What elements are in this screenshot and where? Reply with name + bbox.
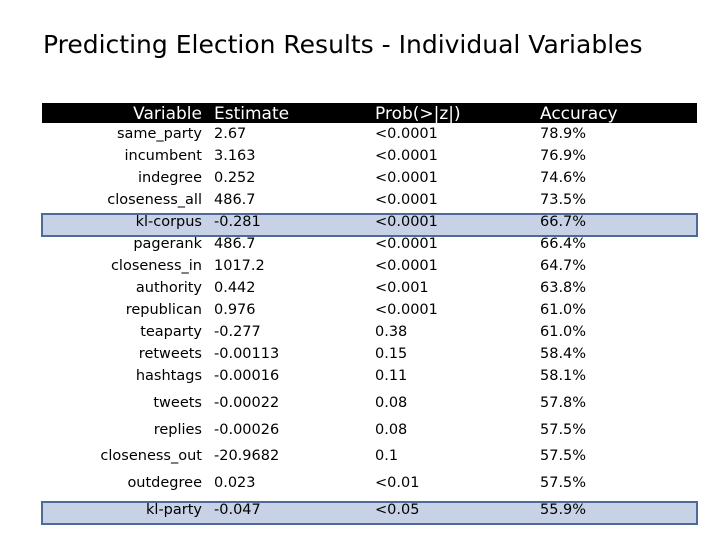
cell-prob: <0.0001 <box>375 302 438 318</box>
table-row <box>42 395 697 417</box>
cell-accuracy: 76.9% <box>540 148 587 164</box>
cell-estimate: 2.67 <box>214 126 247 142</box>
table-row <box>42 346 697 368</box>
cell-variable: closeness_all <box>107 192 202 208</box>
table-row <box>42 126 697 148</box>
cell-estimate: -0.00026 <box>214 422 280 438</box>
cell-variable: pagerank <box>133 236 202 252</box>
cell-accuracy: 74.6% <box>540 170 587 186</box>
cell-accuracy: 66.7% <box>540 214 587 230</box>
cell-estimate: 486.7 <box>214 192 256 208</box>
header-estimate: Estimate <box>214 104 290 124</box>
table-row <box>42 258 697 280</box>
cell-prob: 0.1 <box>375 448 399 464</box>
cell-prob: <0.01 <box>375 475 420 491</box>
header-prob: Prob(>|z|) <box>375 104 461 124</box>
cell-estimate: -0.00022 <box>214 395 280 411</box>
cell-estimate: 0.976 <box>214 302 256 318</box>
table-row <box>42 422 697 444</box>
cell-prob: <0.0001 <box>375 148 438 164</box>
table-header <box>42 103 697 123</box>
cell-prob: <0.0001 <box>375 170 438 186</box>
table-row <box>42 368 697 390</box>
cell-prob: 0.08 <box>375 422 408 438</box>
cell-accuracy: 58.4% <box>540 346 587 362</box>
cell-prob: 0.08 <box>375 395 408 411</box>
cell-estimate: 0.442 <box>214 280 256 296</box>
cell-estimate: 1017.2 <box>214 258 265 274</box>
header-accuracy: Accuracy <box>540 104 618 124</box>
table-row <box>42 214 697 236</box>
cell-accuracy: 78.9% <box>540 126 587 142</box>
cell-prob: <0.0001 <box>375 192 438 208</box>
cell-accuracy: 61.0% <box>540 324 587 340</box>
cell-estimate: 3.163 <box>214 148 256 164</box>
cell-variable: kl-corpus <box>135 214 202 230</box>
cell-estimate: -20.9682 <box>214 448 280 464</box>
cell-variable: authority <box>135 280 202 296</box>
cell-accuracy: 63.8% <box>540 280 587 296</box>
cell-estimate: 0.252 <box>214 170 256 186</box>
cell-estimate: -0.047 <box>214 502 261 518</box>
cell-variable: closeness_out <box>100 448 202 464</box>
table-row <box>42 502 697 524</box>
cell-variable: replies <box>153 422 202 438</box>
cell-prob: 0.38 <box>375 324 408 340</box>
cell-accuracy: 57.5% <box>540 475 587 491</box>
table-row <box>42 324 697 346</box>
cell-variable: republican <box>125 302 202 318</box>
cell-prob: <0.0001 <box>375 126 438 142</box>
table-row <box>42 148 697 170</box>
table-row <box>42 236 697 258</box>
cell-variable: retweets <box>138 346 202 362</box>
cell-accuracy: 66.4% <box>540 236 587 252</box>
cell-prob: <0.0001 <box>375 258 438 274</box>
cell-accuracy: 57.5% <box>540 448 587 464</box>
cell-estimate: -0.277 <box>214 324 261 340</box>
cell-variable: closeness_in <box>110 258 202 274</box>
cell-estimate: 486.7 <box>214 236 256 252</box>
cell-accuracy: 58.1% <box>540 368 587 384</box>
cell-accuracy: 64.7% <box>540 258 587 274</box>
slide-title: Predicting Election Results - Individual Variables <box>43 30 643 59</box>
cell-accuracy: 61.0% <box>540 302 587 318</box>
cell-accuracy: 57.8% <box>540 395 587 411</box>
cell-variable: indegree <box>137 170 202 186</box>
table-row <box>42 170 697 192</box>
cell-estimate: 0.023 <box>214 475 256 491</box>
cell-accuracy: 55.9% <box>540 502 587 518</box>
cell-prob: <0.05 <box>375 502 420 518</box>
cell-variable: outdegree <box>127 475 202 491</box>
cell-accuracy: 73.5% <box>540 192 587 208</box>
cell-prob: <0.001 <box>375 280 429 296</box>
table-row <box>42 302 697 324</box>
table-row <box>42 475 697 497</box>
table-row <box>42 192 697 214</box>
header-variable: Variable <box>133 104 202 124</box>
cell-prob: <0.0001 <box>375 236 438 252</box>
cell-variable: tweets <box>153 395 202 411</box>
cell-estimate: -0.281 <box>214 214 261 230</box>
cell-variable: teaparty <box>140 324 202 340</box>
cell-accuracy: 57.5% <box>540 422 587 438</box>
cell-variable: hashtags <box>135 368 202 384</box>
cell-variable: incumbent <box>124 148 202 164</box>
cell-estimate: -0.00113 <box>214 346 280 362</box>
cell-prob: 0.11 <box>375 368 408 384</box>
table-row <box>42 280 697 302</box>
cell-prob: <0.0001 <box>375 214 438 230</box>
cell-estimate: -0.00016 <box>214 368 280 384</box>
cell-variable: same_party <box>116 126 202 142</box>
cell-prob: 0.15 <box>375 346 408 362</box>
table-row <box>42 448 697 470</box>
cell-variable: kl-party <box>146 502 202 518</box>
